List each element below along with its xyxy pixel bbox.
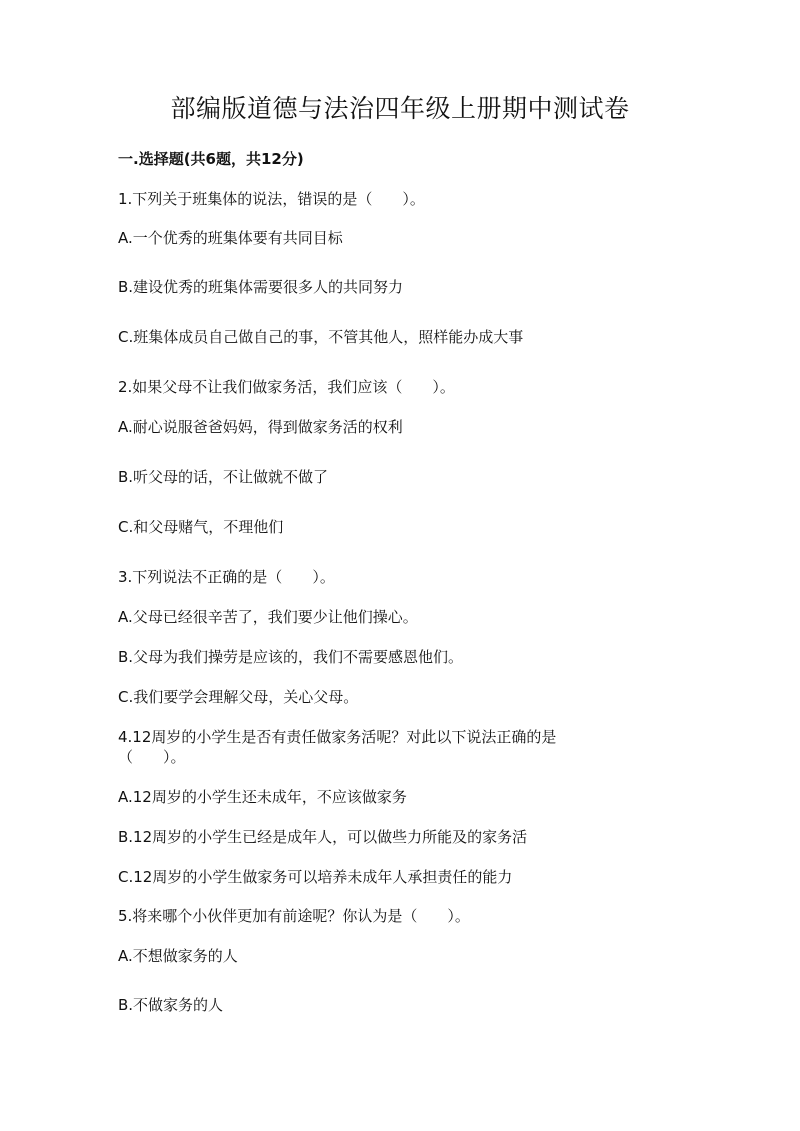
question-4-option-a: A.12周岁的小学生还未成年，不应该做家务 <box>118 788 407 806</box>
question-2-option-b: B.听父母的话，不让做就不做了 <box>118 468 329 486</box>
question-1-stem: 1.下列关于班集体的说法，错误的是（ ）。 <box>118 190 425 208</box>
question-2-option-c: C.和父母赌气，不理他们 <box>118 518 284 536</box>
section-heading: 一.选择题(共6题，共12分) <box>118 150 304 168</box>
question-3-stem: 3.下列说法不正确的是（ ）。 <box>118 568 335 586</box>
question-1-option-a: A.一个优秀的班集体要有共同目标 <box>118 229 343 247</box>
question-3-option-c: C.我们要学会理解父母，关心父母。 <box>118 688 359 706</box>
question-5-option-a: A.不想做家务的人 <box>118 947 238 965</box>
page-title: 部编版道德与法治四年级上册期中测试卷 <box>170 94 630 123</box>
question-2-stem: 2.如果父母不让我们做家务活，我们应该（ ）。 <box>118 378 455 396</box>
question-1-option-b: B.建设优秀的班集体需要很多人的共同努力 <box>118 278 404 296</box>
question-4-stem-continued: （ ）。 <box>118 748 186 766</box>
question-5-option-b: B.不做家务的人 <box>118 996 224 1014</box>
question-4-stem: 4.12周岁的小学生是否有责任做家务活呢？对此以下说法正确的是 <box>118 728 557 746</box>
question-3-option-a: A.父母已经很辛苦了，我们要少让他们操心。 <box>118 608 418 626</box>
question-2-option-a: A.耐心说服爸爸妈妈，得到做家务活的权利 <box>118 418 403 436</box>
question-1-option-c: C.班集体成员自己做自己的事，不管其他人，照样能办成大事 <box>118 328 524 346</box>
question-3-option-b: B.父母为我们操劳是应该的，我们不需要感恩他们。 <box>118 648 464 666</box>
question-5-stem: 5.将来哪个小伙伴更加有前途呢？你认为是（ ）。 <box>118 907 470 925</box>
question-4-option-c: C.12周岁的小学生做家务可以培养未成年人承担责任的能力 <box>118 868 513 886</box>
question-4-option-b: B.12周岁的小学生已经是成年人，可以做些力所能及的家务活 <box>118 828 528 846</box>
